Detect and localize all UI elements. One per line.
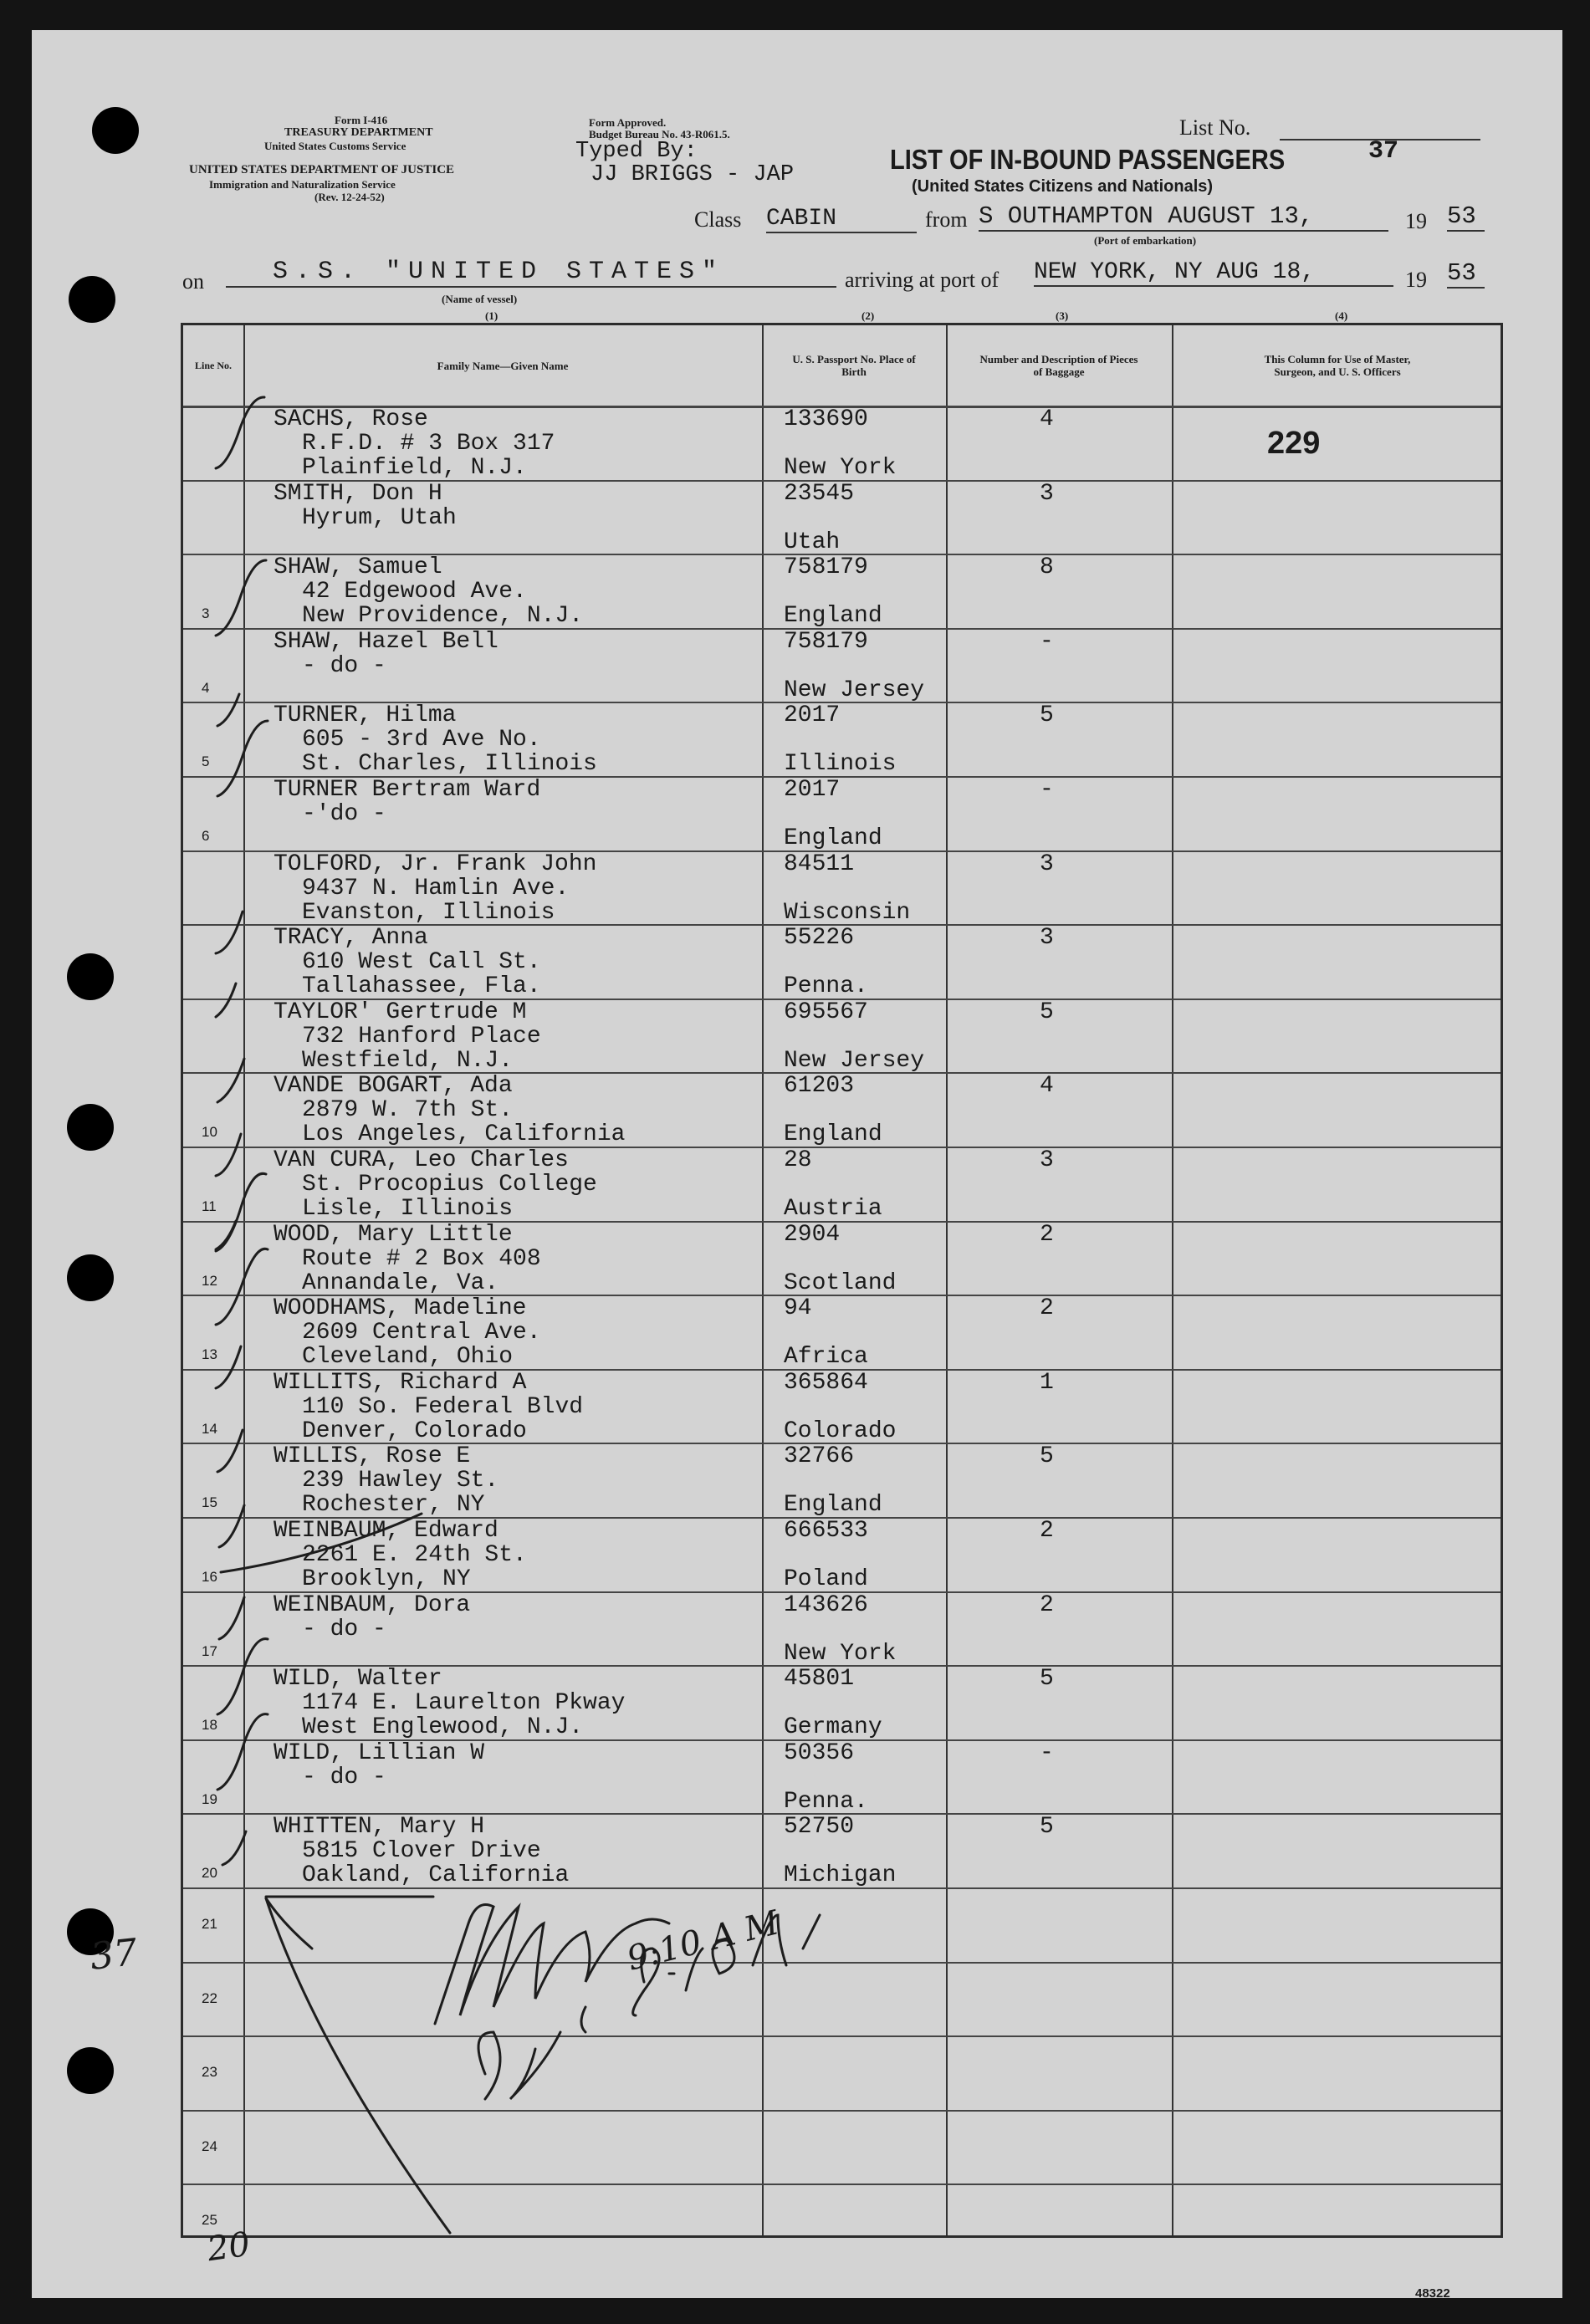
place-of-birth: New Jersey xyxy=(784,1047,925,1074)
revision: (Rev. 12-24-52) xyxy=(314,191,385,203)
place-of-birth: Austria xyxy=(784,1196,882,1222)
table-row xyxy=(183,2110,1501,2184)
list-no: 37 xyxy=(1368,137,1399,166)
baggage-count: 5 xyxy=(1040,1814,1054,1841)
table-row xyxy=(183,850,1501,925)
line-number: 15 xyxy=(202,1494,217,1511)
budget-bureau: Budget Bureau No. 43-R061.5. xyxy=(589,128,730,140)
line-number: 21 xyxy=(202,1916,217,1932)
table-row xyxy=(183,776,1501,850)
passport-number: 666533 xyxy=(784,1518,868,1544)
place-of-birth: Penna. xyxy=(784,1788,868,1815)
baggage-count: - xyxy=(1040,628,1054,655)
class-label: Class xyxy=(694,207,742,232)
passenger-name: WEINBAUM, Edward xyxy=(274,1518,498,1544)
passenger-name: SHAW, Hazel Bell xyxy=(274,628,498,655)
line-number: 4 xyxy=(202,679,210,696)
passenger-address-1: 42 Edgewood Ave. xyxy=(302,579,527,605)
col3-number: (3) xyxy=(1056,309,1069,322)
treasury-dept: TREASURY DEPARTMENT xyxy=(284,126,433,139)
passenger-address-2: Tallahassee, Fla. xyxy=(302,973,541,1000)
passenger-name: WILLITS, Richard A xyxy=(274,1369,527,1396)
passenger-name: WILLIS, Rose E xyxy=(274,1443,471,1470)
table-row xyxy=(183,554,1501,628)
place-of-birth: Michigan xyxy=(784,1862,897,1889)
baggage-count: 3 xyxy=(1040,1147,1054,1173)
passenger-name: WILD, Walter xyxy=(274,1666,442,1693)
form-approved: Form Approved. xyxy=(589,116,667,129)
place-of-birth: Utah xyxy=(784,529,841,555)
port-embark-note: (Port of embarkation) xyxy=(1094,234,1197,247)
header-baggage: Number and Description of Pieces of Baggage xyxy=(979,353,1138,378)
passenger-address-1: R.F.D. # 3 Box 317 xyxy=(302,431,555,457)
passenger-address-2: Lisle, Illinois xyxy=(302,1196,514,1222)
baggage-count: 2 xyxy=(1040,1295,1054,1322)
place-of-birth: England xyxy=(784,1121,882,1148)
arrival-year: 53 xyxy=(1447,259,1485,289)
list-no-label: List No. xyxy=(1179,115,1251,140)
baggage-count: - xyxy=(1040,777,1054,803)
passenger-address-1: Route # 2 Box 408 xyxy=(302,1245,541,1272)
baggage-count: 2 xyxy=(1040,1591,1054,1618)
passport-number: 50356 xyxy=(784,1739,855,1766)
punch-hole xyxy=(67,953,114,1000)
passport-number: 52750 xyxy=(784,1814,855,1841)
col2-number: (2) xyxy=(861,309,875,322)
table-row xyxy=(183,1517,1501,1591)
baggage-count: 3 xyxy=(1040,850,1054,877)
baggage-count: 8 xyxy=(1040,554,1054,581)
baggage-count: 5 xyxy=(1040,999,1054,1025)
passenger-address-1: 610 West Call St. xyxy=(302,949,541,976)
passenger-address-1: - do - xyxy=(302,1616,386,1642)
baggage-count: - xyxy=(1040,1739,1054,1766)
baggage-count: 2 xyxy=(1040,1221,1054,1248)
line-number: 17 xyxy=(202,1642,217,1659)
passenger-name: WEINBAUM, Dora xyxy=(274,1591,471,1618)
punch-hole xyxy=(67,2047,114,2094)
header-passport: U. S. Passport No. Place of Birth xyxy=(792,353,916,378)
place-of-birth: Germany xyxy=(784,1714,882,1741)
punch-hole xyxy=(92,107,139,154)
baggage-count: 5 xyxy=(1040,702,1054,729)
place-of-birth: England xyxy=(784,825,882,851)
passenger-name: TURNER Bertram Ward xyxy=(274,777,541,803)
margin-number-left: 37 xyxy=(88,1931,140,1979)
passenger-address-2: Los Angeles, California xyxy=(302,1121,626,1148)
line-number: 12 xyxy=(202,1272,217,1289)
place-of-birth: Poland xyxy=(784,1566,868,1592)
line-number: 25 xyxy=(202,2212,217,2229)
passport-number: 61203 xyxy=(784,1073,855,1100)
place-of-birth: Africa xyxy=(784,1344,868,1371)
passport-number: 2017 xyxy=(784,702,841,729)
table-row xyxy=(183,1813,1501,1887)
passenger-address-1: - do - xyxy=(302,652,386,679)
form-number: Form I-416 xyxy=(335,114,388,126)
passenger-name: WHITTEN, Mary H xyxy=(274,1814,485,1841)
footer-code: 48322 xyxy=(1415,2286,1450,2301)
line-number: 19 xyxy=(202,1790,217,1807)
passenger-address-1: 239 Hawley St. xyxy=(302,1468,499,1494)
signature-time: 9:10 A M xyxy=(623,1903,783,1979)
passport-number: 758179 xyxy=(784,554,868,581)
baggage-count: 4 xyxy=(1040,406,1054,432)
passenger-address-1: 110 So. Federal Blvd xyxy=(302,1393,584,1420)
table-row xyxy=(183,1072,1501,1147)
passenger-address-2: Brooklyn, NY xyxy=(302,1566,471,1592)
punch-hole xyxy=(69,276,115,323)
table-row xyxy=(183,2035,1501,2110)
customs-service: United States Customs Service xyxy=(264,140,406,152)
passport-number: 365864 xyxy=(784,1369,868,1396)
baggage-count: 5 xyxy=(1040,1443,1054,1470)
passenger-address-2: Plainfield, N.J. xyxy=(302,455,527,481)
vessel-name: S.S. "UNITED STATES" xyxy=(226,258,836,288)
passenger-address-2: Rochester, NY xyxy=(302,1492,485,1519)
place-of-birth: New York xyxy=(784,455,897,481)
line-number: 10 xyxy=(202,1124,217,1141)
table-row xyxy=(183,1147,1501,1221)
document-subtitle: (United States Citizens and Nationals) xyxy=(912,177,1214,196)
passenger-name: VANDE BOGART, Ada xyxy=(274,1073,513,1100)
place-of-birth: England xyxy=(784,603,882,630)
header-family-name: Family Name—Given Name xyxy=(437,359,569,372)
passenger-address-2: Oakland, California xyxy=(302,1862,570,1889)
passport-number: 45801 xyxy=(784,1666,855,1693)
embark-year: 53 xyxy=(1447,202,1485,232)
passenger-address-1: 2879 W. 7th St. xyxy=(302,1097,514,1124)
passenger-name: TAYLOR' Gertrude M xyxy=(274,999,527,1025)
place-of-birth: England xyxy=(784,1492,882,1519)
from-label: from xyxy=(925,207,968,232)
embark-port: S OUTHAMPTON AUGUST 13, xyxy=(979,202,1388,232)
place-of-birth: Penna. xyxy=(784,973,868,1000)
passport-number: 32766 xyxy=(784,1443,855,1470)
col4-number: (4) xyxy=(1335,309,1348,322)
passport-number: 758179 xyxy=(784,628,868,655)
header-officers: This Column for Use of Master, Surgeon, and U. S. Officers xyxy=(1264,353,1411,378)
table-row xyxy=(183,1443,1501,1517)
header-line-no: Line No. xyxy=(194,359,232,371)
passenger-address-2: New Providence, N.J. xyxy=(302,603,584,630)
table-row xyxy=(183,702,1501,776)
passenger-address-2: Cleveland, Ohio xyxy=(302,1344,514,1371)
passport-number: 84511 xyxy=(784,850,855,877)
table-row xyxy=(183,1591,1501,1666)
typed-by-label: Typed By: xyxy=(575,139,698,164)
col1-number: (1) xyxy=(485,309,498,322)
passport-number: 2017 xyxy=(784,777,841,803)
justice-dept: UNITED STATES DEPARTMENT OF JUSTICE xyxy=(189,163,455,176)
officer-note: 229 xyxy=(1267,426,1321,461)
passenger-name: SMITH, Don H xyxy=(274,480,442,507)
passenger-address-1: 1174 E. Laurelton Pkway xyxy=(302,1690,626,1717)
passenger-address-1: 9437 N. Hamlin Ave. xyxy=(302,875,570,902)
place-of-birth: New Jersey xyxy=(784,677,925,703)
line-number: 5 xyxy=(202,753,210,770)
line-number: 18 xyxy=(202,1717,217,1734)
document-title: LIST OF IN-BOUND PASSENGERS xyxy=(890,144,1286,175)
passport-number: 133690 xyxy=(784,406,868,432)
punch-hole xyxy=(67,1104,114,1151)
passenger-address-2: St. Charles, Illinois xyxy=(302,751,597,778)
baggage-count: 3 xyxy=(1040,925,1054,952)
passenger-name: WILD, Lillian W xyxy=(274,1739,485,1766)
passport-number: 695567 xyxy=(784,999,868,1025)
passenger-name: VAN CURA, Leo Charles xyxy=(274,1147,569,1173)
table-row xyxy=(183,2184,1501,2258)
line-number: 24 xyxy=(202,2138,217,2154)
passenger-address-1: 2261 E. 24th St. xyxy=(302,1542,527,1568)
line-number: 14 xyxy=(202,1420,217,1437)
line-number: 23 xyxy=(202,2064,217,2081)
passport-number: 2904 xyxy=(784,1221,841,1248)
table-row xyxy=(183,628,1501,702)
year-prefix-1: 19 xyxy=(1405,209,1427,233)
passenger-address-1: 5815 Clover Drive xyxy=(302,1838,541,1865)
passport-number: 94 xyxy=(784,1295,812,1322)
passenger-address-2: Westfield, N.J. xyxy=(302,1047,514,1074)
baggage-count: 4 xyxy=(1040,1073,1054,1100)
year-prefix-2: 19 xyxy=(1405,268,1427,292)
arrival-port: NEW YORK, NY AUG 18, xyxy=(1034,259,1393,287)
arriving-label: arriving at port of xyxy=(845,268,1000,292)
ins-service: Immigration and Naturalization Service xyxy=(209,178,396,191)
on-label: on xyxy=(182,269,204,294)
table-row xyxy=(183,924,1501,999)
place-of-birth: Scotland xyxy=(784,1269,897,1296)
passport-number: 143626 xyxy=(784,1591,868,1618)
table-row xyxy=(183,1665,1501,1739)
table-row xyxy=(183,999,1501,1073)
table-row xyxy=(183,1221,1501,1295)
passenger-name: TURNER, Hilma xyxy=(274,702,457,729)
class-value: CABIN xyxy=(766,206,917,233)
table-row xyxy=(183,1295,1501,1369)
line-number: 11 xyxy=(202,1198,217,1214)
passenger-address-1: -'do - xyxy=(302,801,386,827)
passenger-name: TRACY, Anna xyxy=(274,925,428,952)
passenger-name: WOODHAMS, Madeline xyxy=(274,1295,527,1322)
passenger-address-2: Denver, Colorado xyxy=(302,1417,527,1444)
baggage-count: 1 xyxy=(1040,1369,1054,1396)
margin-number-bottom: 20 xyxy=(205,2224,253,2270)
passenger-address-2: Evanston, Illinois xyxy=(302,899,555,926)
table-row xyxy=(183,1369,1501,1443)
baggage-count: 5 xyxy=(1040,1666,1054,1693)
line-number: 13 xyxy=(202,1346,217,1363)
passenger-address-1: 605 - 3rd Ave No. xyxy=(302,727,541,753)
line-number: 20 xyxy=(202,1865,217,1882)
line-number: 22 xyxy=(202,1989,217,2006)
passenger-address-1: Hyrum, Utah xyxy=(302,504,457,531)
passenger-address-1: - do - xyxy=(302,1764,386,1790)
passport-number: 55226 xyxy=(784,925,855,952)
place-of-birth: New York xyxy=(784,1640,897,1667)
baggage-count: 2 xyxy=(1040,1518,1054,1544)
table-row xyxy=(183,1739,1501,1814)
passenger-name: SACHS, Rose xyxy=(274,406,428,432)
line-number: 6 xyxy=(202,828,210,844)
typed-by: JJ BRIGGS - JAP xyxy=(590,162,795,187)
place-of-birth: Wisconsin xyxy=(784,899,911,926)
passenger-address-1: 2609 Central Ave. xyxy=(302,1320,541,1346)
vessel-note: (Name of vessel) xyxy=(442,293,518,305)
baggage-count: 3 xyxy=(1040,480,1054,507)
place-of-birth: Colorado xyxy=(784,1417,897,1444)
table-row xyxy=(183,1887,1501,1962)
table-row xyxy=(183,1962,1501,2036)
passenger-name: WOOD, Mary Little xyxy=(274,1221,513,1248)
passport-number: 28 xyxy=(784,1147,812,1173)
passenger-address-2: West Englewood, N.J. xyxy=(302,1714,584,1741)
line-number: 3 xyxy=(202,605,210,622)
passenger-address-1: St. Procopius College xyxy=(302,1172,597,1198)
passenger-table xyxy=(181,323,1503,2238)
line-number: 16 xyxy=(202,1569,217,1585)
passenger-name: TOLFORD, Jr. Frank John xyxy=(274,850,597,877)
table-row xyxy=(183,480,1501,554)
punch-hole xyxy=(67,1254,114,1301)
passport-number: 23545 xyxy=(784,480,855,507)
passenger-address-1: 732 Hanford Place xyxy=(302,1023,541,1050)
passenger-name: SHAW, Samuel xyxy=(274,554,442,581)
place-of-birth: Illinois xyxy=(784,751,897,778)
passenger-address-2: Annandale, Va. xyxy=(302,1269,499,1296)
